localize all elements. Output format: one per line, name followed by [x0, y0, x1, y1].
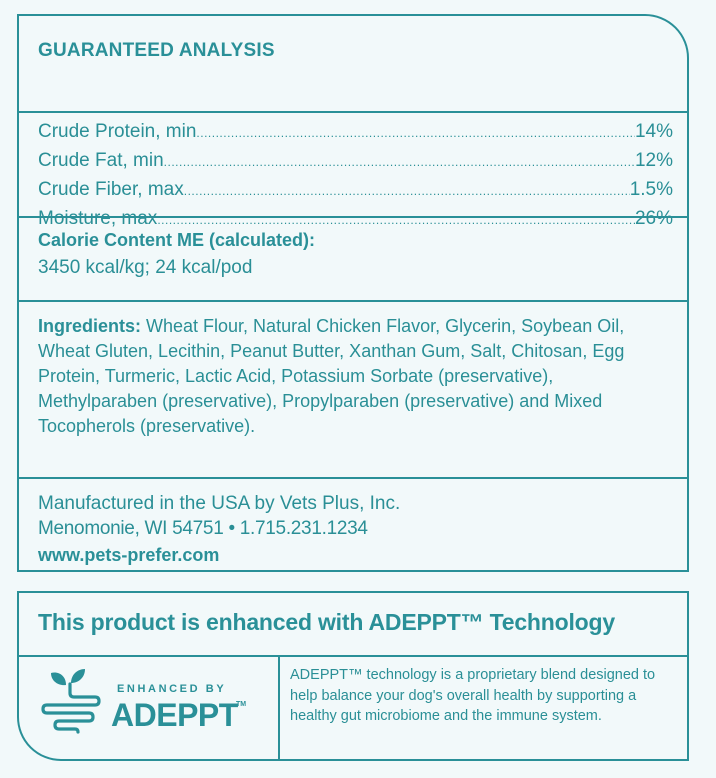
enhanced-by-text: ENHANCED BY — [117, 683, 227, 695]
analysis-label: Crude Fat, min — [38, 150, 164, 171]
guaranteed-analysis-title: GUARANTEED ANALYSIS — [38, 40, 275, 61]
analysis-value: 26% — [634, 208, 673, 229]
trademark-mark: TM — [236, 701, 247, 708]
address-line: Menomonie, WI 54751 • 1.715.231.1234 — [38, 518, 368, 539]
adeppt-description: ADEPPT™ technology is a proprietary blend designed to help balance your dog's overall health by supporting a healthy gut microbiome and the immune system. — [290, 667, 656, 724]
ingredients-label: Ingredients: — [38, 316, 142, 336]
dot-leader — [196, 119, 635, 148]
analysis-value: 14% — [634, 121, 673, 142]
manufacturer-section — [19, 477, 687, 574]
adeppt-logo — [19, 655, 280, 759]
ingredients-section — [19, 300, 687, 477]
analysis-row — [38, 117, 673, 146]
analysis-label: Moisture, max — [38, 208, 158, 229]
calorie-heading: Calorie Content ME (calculated): — [38, 230, 316, 250]
dot-leader — [184, 177, 630, 206]
guaranteed-analysis-table — [19, 111, 687, 229]
manufacturer-line: Manufactured in the USA by Vets Plus, Inc. — [38, 493, 401, 514]
adeppt-panel — [17, 591, 689, 761]
analysis-row — [38, 175, 673, 204]
ingredients-paragraph — [38, 314, 663, 439]
adeppt-title: This product is enhanced with ADEPPT™ Technology — [38, 609, 615, 635]
calorie-section — [19, 216, 687, 300]
analysis-label: Crude Protein, min — [38, 121, 197, 142]
guaranteed-analysis-header — [19, 16, 687, 111]
website-link[interactable]: www.pets-prefer.com — [38, 545, 220, 565]
adeppt-description-cell — [280, 655, 687, 759]
adeppt-wordmark: ADEPPT — [111, 697, 238, 733]
dot-leader — [164, 148, 635, 177]
analysis-value: 12% — [634, 150, 673, 171]
adeppt-header — [19, 593, 687, 657]
calorie-value: 3450 kcal/kg; 24 kcal/pod — [38, 257, 253, 278]
analysis-label: Crude Fiber, max — [38, 179, 184, 200]
analysis-value: 1.5% — [629, 179, 673, 200]
analysis-row — [38, 146, 673, 175]
gut-sprout-icon — [37, 665, 107, 735]
ingredients-text: Wheat Flour, Natural Chicken Flavor, Glycerin, Soybean Oil, Wheat Gluten, Lecithin, Peanut Butter, Xanthan Gum, Salt, Chitosan, Egg Protein, Turmeric, Lactic Acid, Potassium Sorbate (preservative), Methylparaben (preservative), Propylparaben (preservative) and Mixed Tocopherols (preservative). — [38, 316, 625, 436]
nutrition-panel — [17, 14, 689, 572]
